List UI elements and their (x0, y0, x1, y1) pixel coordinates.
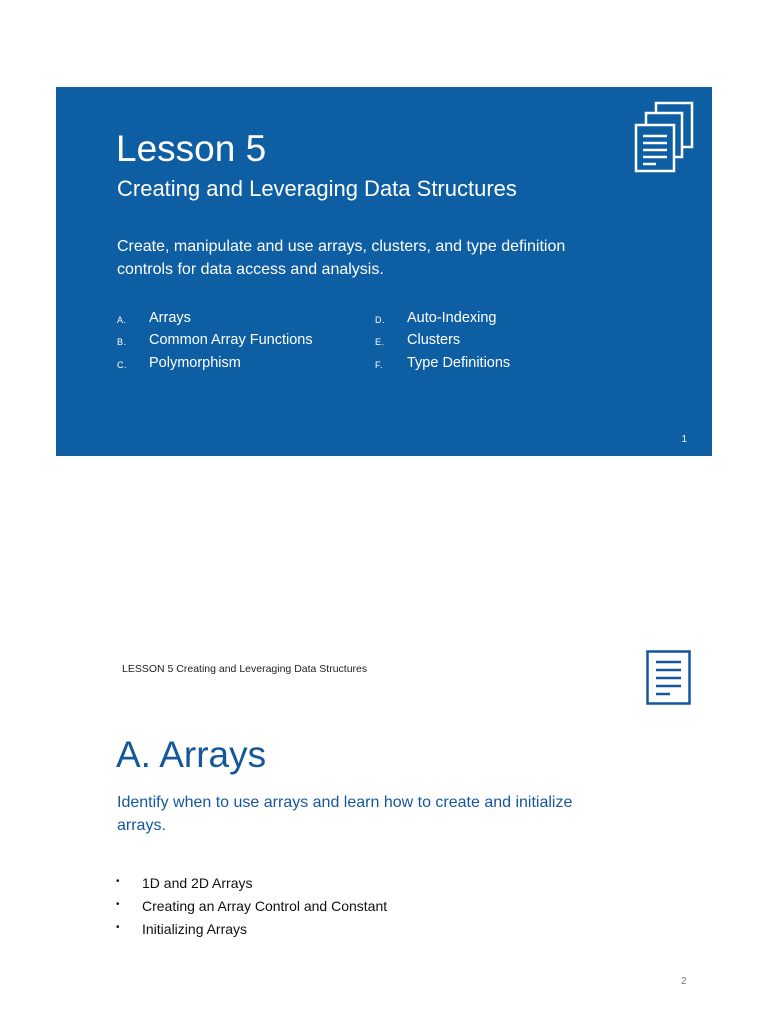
section-description: Identify when to use arrays and learn how to create and initialize arrays. (117, 794, 573, 834)
bullet-icon: • (116, 899, 120, 910)
topic-letter: A. (117, 315, 127, 325)
page-number: 2 (681, 976, 687, 987)
topic-letter: F. (375, 360, 384, 370)
slide-header: LESSON 5 Creating and Leveraging Data Structures (122, 663, 368, 675)
bullet-icon: • (116, 876, 120, 887)
title-slide (56, 87, 712, 456)
bullet-icon: • (116, 922, 120, 933)
topic-label: Auto-Indexing (407, 310, 497, 326)
topic-label: Type Definitions (407, 355, 511, 371)
bullet-text: Initializing Arrays (142, 921, 248, 937)
topic-letter: E. (375, 337, 385, 347)
topic-label: Polymorphism (149, 355, 241, 371)
topic-letter: D. (375, 315, 385, 325)
lesson-title: Lesson 5 (116, 128, 267, 169)
document-icon (646, 650, 691, 710)
page-number: 1 (681, 434, 687, 445)
topic-letter: B. (117, 337, 127, 347)
lesson-subtitle: Creating and Leveraging Data Structures (117, 176, 517, 201)
topic-label: Common Array Functions (149, 332, 313, 348)
topic-label: Clusters (407, 332, 461, 348)
bullet-text: Creating an Array Control and Constant (142, 898, 388, 914)
bullet-text: 1D and 2D Arrays (142, 875, 253, 891)
documents-stack-icon (634, 101, 696, 178)
topic-letter: C. (117, 360, 127, 370)
section-title: A. Arrays (116, 734, 267, 775)
lesson-description: Create, manipulate and use arrays, clusters, and type definition controls for data access and analysis. (117, 238, 566, 278)
topic-label: Arrays (149, 310, 191, 326)
